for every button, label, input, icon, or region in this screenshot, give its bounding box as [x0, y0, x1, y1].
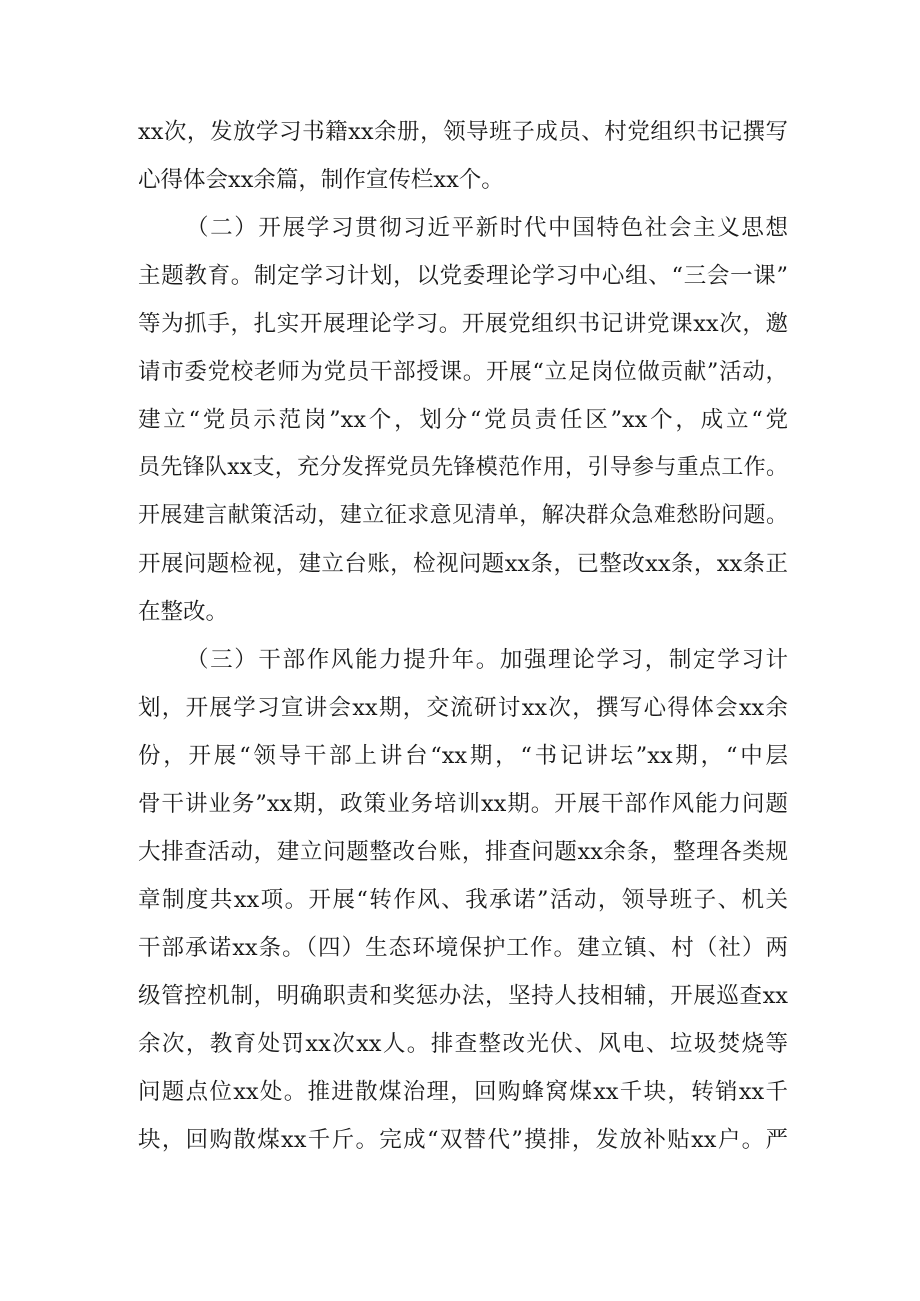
text-line: 级管控机制，明确职责和奖惩办法，坚持人技相辅，开展巡查xx: [138, 983, 788, 1009]
text-line: 员先锋队xx支，充分发挥党员先锋模范作用，引导参与重点工作。: [138, 455, 788, 480]
text-line: 建立“党员示范岗”xx个，划分“党员责任区”xx个，成立“党: [138, 407, 788, 433]
text-line: 问题点位xx处。推进散煤治理，回购蜂窝煤xx千块，转销xx千: [138, 1079, 788, 1105]
text-line: 在整改。: [138, 599, 229, 625]
text-line: 划，开展学习宣讲会xx期，交流研讨xx次，撰写心得体会xx余: [138, 695, 788, 721]
text-line: 等为抓手，扎实开展理论学习。开展党组织书记讲党课xx次，邀: [138, 311, 788, 337]
text-line: 余次，教育处罚xx次xx人。排查整改光伏、风电、垃圾焚烧等: [138, 1031, 788, 1057]
text-line: 骨干讲业务”xx期，政策业务培训xx期。开展干部作风能力问题: [138, 791, 788, 817]
text-line: 主题教育。制定学习计划，以党委理论学习中心组、“三会一课”: [138, 263, 788, 289]
text-line: 开展问题检视，建立台账，检视问题xx条，已整改xx条，xx条正: [138, 551, 788, 577]
text-line: 请市委党校老师为党员干部授课。开展“立足岗位做贡献”活动，: [138, 359, 788, 385]
section-heading-3: （三）干部作风能力提升年。加强理论学习，制定学习计: [186, 647, 788, 673]
text-line: 份，开展“领导干部上讲台“xx期，“书记讲坛”xx期，“中层: [138, 743, 788, 769]
text-line: 大排查活动，建立问题整改台账，排查问题xx余条，整理各类规: [138, 839, 788, 865]
section-heading-2: （二）开展学习贯彻习近平新时代中国特色社会主义思想: [186, 215, 788, 241]
text-line: 开展建言献策活动，建立征求意见清单，解决群众急难愁盼问题。: [138, 503, 788, 528]
text-line: 块，回购散煤xx千斤。完成“双替代”摸排，发放补贴xx户。严: [138, 1127, 788, 1153]
text-line: 章制度共xx项。开展“转作风、我承诺”活动，领导班子、机关: [138, 887, 788, 913]
text-line: 心得体会xx余篇，制作宣传栏xx个。: [138, 167, 504, 193]
text-line: 干部承诺xx条。（四）生态环境保护工作。建立镇、村（社）两: [138, 935, 788, 961]
text-line: xx次，发放学习书籍xx余册，领导班子成员、村党组织书记撰写: [138, 119, 788, 145]
